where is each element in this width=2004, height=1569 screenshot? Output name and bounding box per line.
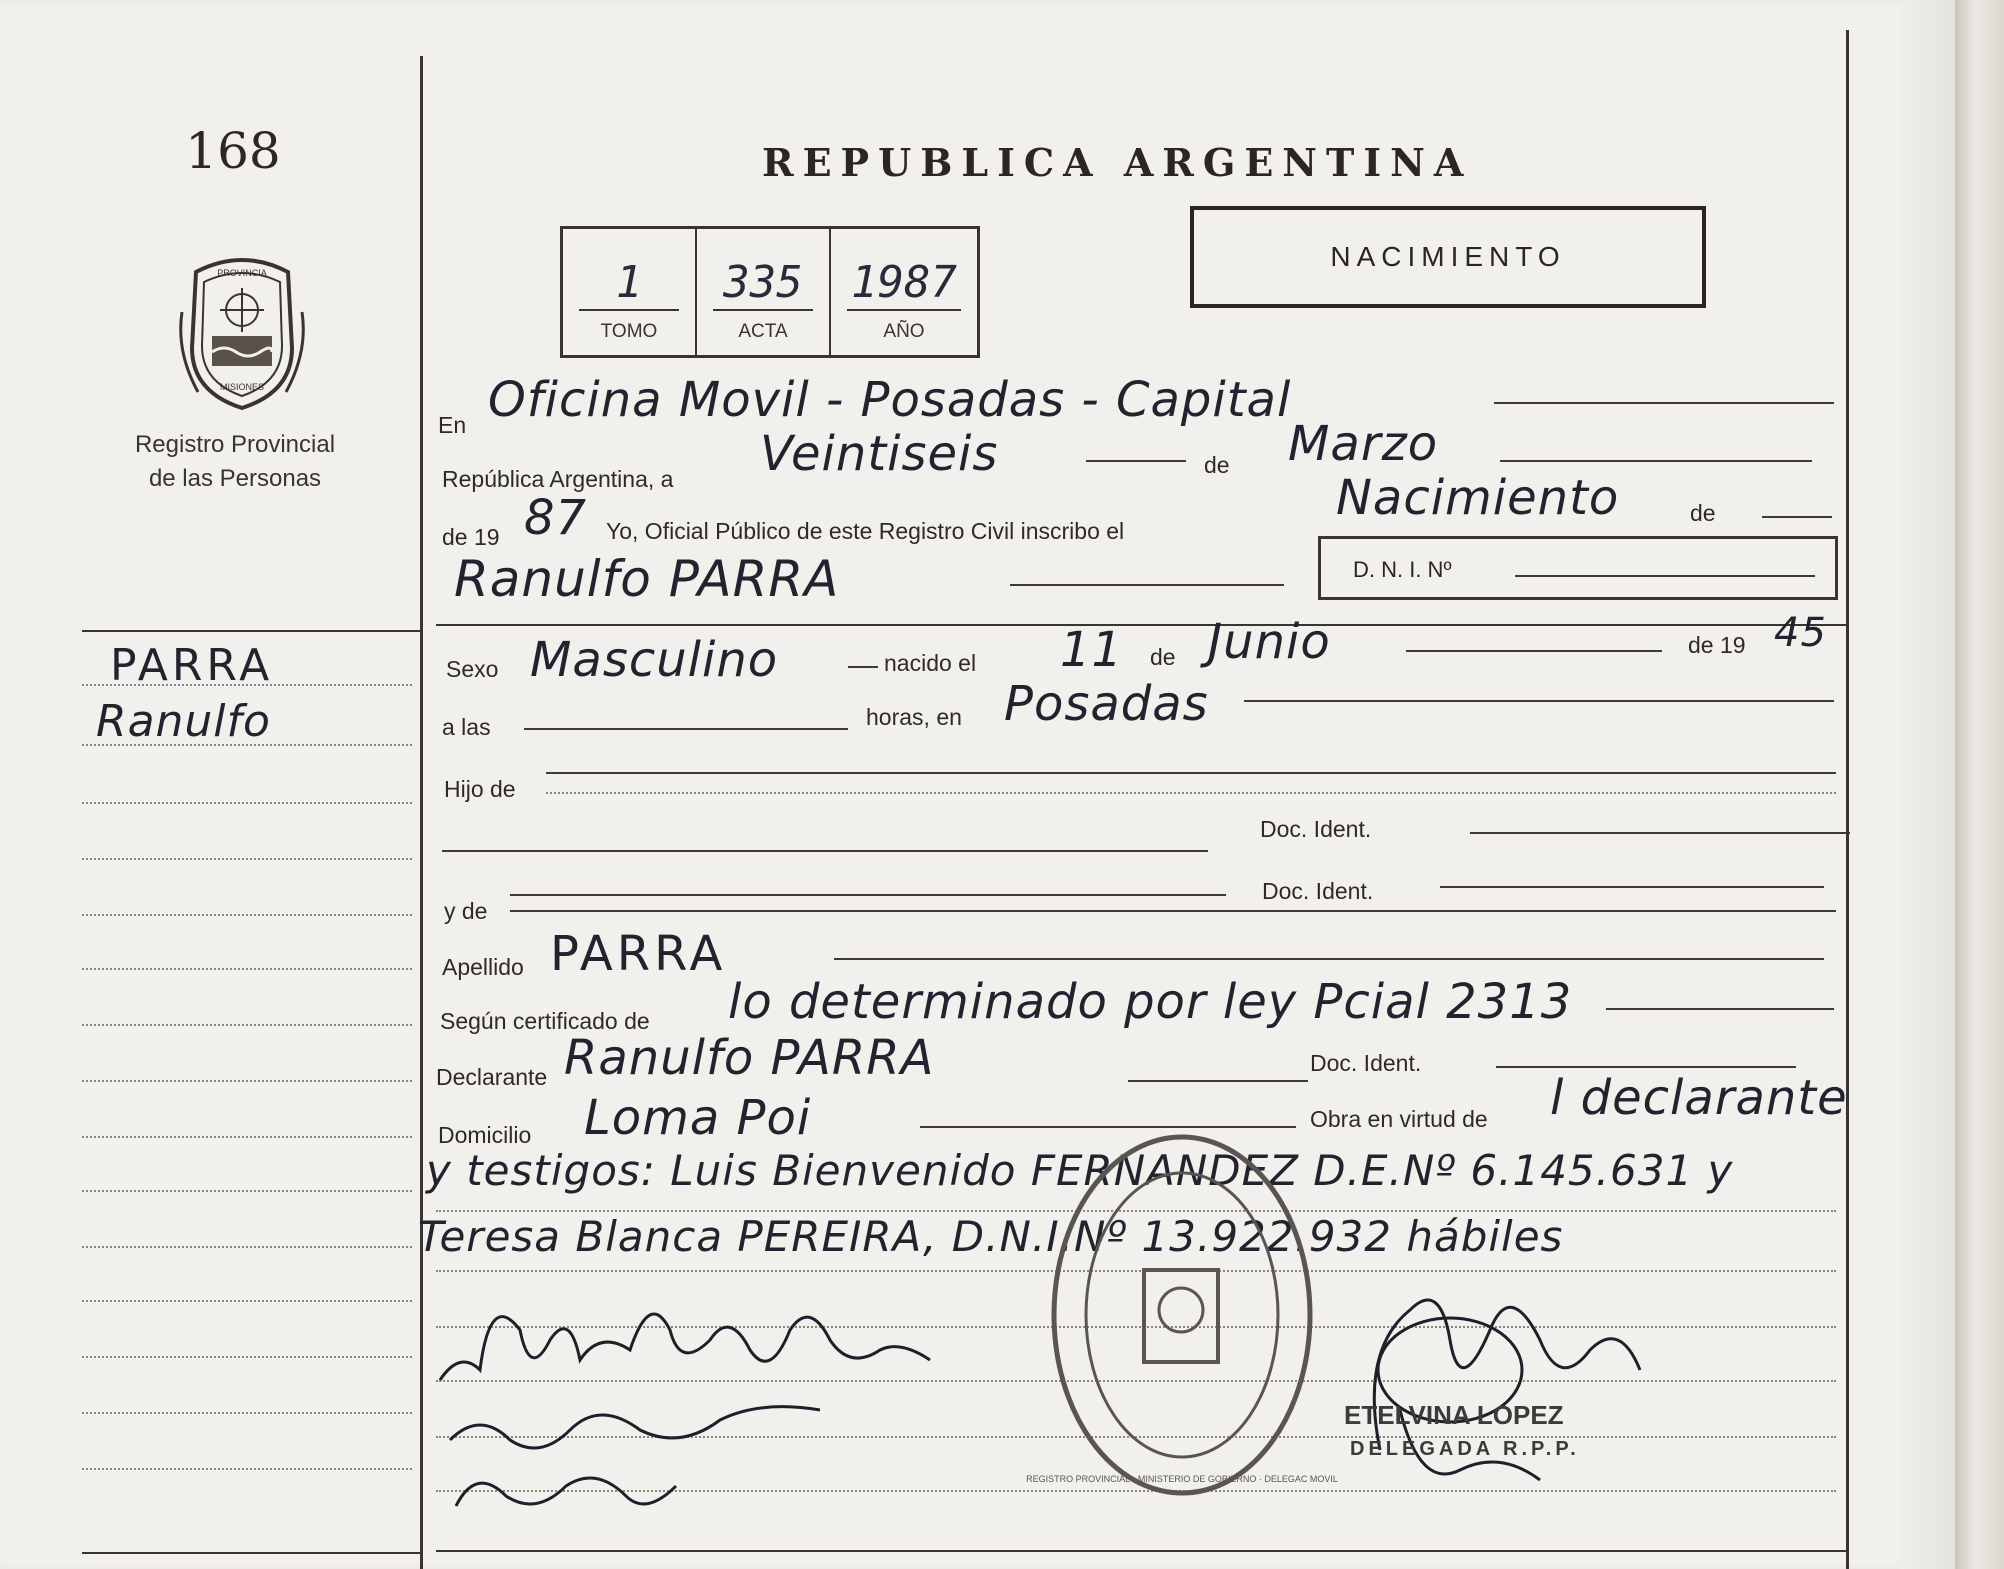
- stub-ruling-4: [82, 858, 412, 860]
- officer-text: Yo, Oficial Público de este Registro Civil inscribo el: [606, 518, 1125, 544]
- stub-divider: [420, 56, 423, 1569]
- hijo-line-2: [442, 850, 1208, 852]
- yde-upper-line: [510, 894, 1226, 896]
- index-given-name: Ranulfo: [96, 696, 271, 747]
- doc-ident-line-2: [1440, 886, 1824, 888]
- hijo-dotted-line: [546, 792, 1836, 794]
- anio-cell: [831, 229, 977, 355]
- day-value: Veintiseis: [760, 426, 999, 482]
- official-name-stamp: ETELVINA LOPEZ: [1344, 1400, 1564, 1430]
- hijo-line: [546, 772, 1836, 774]
- stub-ruling-3: [82, 802, 412, 804]
- tomo-label: TOMO: [600, 321, 658, 342]
- day-line: [1086, 460, 1186, 462]
- anio-underline: [847, 309, 961, 311]
- act-line: [1762, 516, 1832, 518]
- de-label-1: de: [1204, 452, 1230, 478]
- witness-line-2: Teresa Blanca PEREIRA, D.N.I.Nº 13.922.932 hábiles: [418, 1212, 1564, 1261]
- month-line: [1500, 460, 1812, 462]
- stub-ruling-12: [82, 1300, 412, 1302]
- place-value: Oficina Movil - Posadas - Capital: [488, 372, 1292, 428]
- birth-year: 45: [1774, 610, 1827, 656]
- page-edge: [1900, 0, 1955, 1569]
- stub-footer-line: [82, 1552, 420, 1554]
- acta-underline: [713, 309, 813, 311]
- header-separator: [436, 624, 1846, 626]
- record-number-box: [560, 226, 980, 358]
- sexo-label: Sexo: [446, 656, 499, 682]
- alas-label: a las: [442, 714, 491, 740]
- page-title: REPUBLICA ARGENTINA: [762, 140, 1473, 185]
- round-stamp-text: REGISTRO PROVINCIAL · MINISTERIO DE GOBIERNO · DELEGAC MOVIL: [1026, 1474, 1338, 1484]
- de19-label: de 19: [442, 524, 500, 550]
- tomo-cell: [563, 229, 697, 355]
- declarante-line: [1128, 1080, 1308, 1082]
- doc-ident-line-3: [1496, 1066, 1796, 1068]
- alas-line: [524, 728, 848, 730]
- republica-label: República Argentina, a: [442, 466, 674, 492]
- book-gutter: [1955, 0, 2004, 1569]
- anio-value: 1987: [851, 257, 957, 308]
- anio-label: AÑO: [883, 321, 925, 342]
- sexo-line: [848, 666, 878, 668]
- acta-label: ACTA: [738, 321, 788, 342]
- doc-ident-line-1: [1470, 832, 1850, 834]
- stub-separator: [82, 630, 420, 632]
- stub-ruling-6: [82, 968, 412, 970]
- stub-ruling-5: [82, 914, 412, 916]
- domicilio-value: Loma Poi: [584, 1090, 812, 1146]
- birth-month-line: [1406, 650, 1662, 652]
- seal-top-text: PROVINCIA: [217, 268, 267, 278]
- domicilio-line: [920, 1126, 1296, 1128]
- stub-ruling-8: [82, 1080, 412, 1082]
- name-line: [1010, 584, 1284, 586]
- witness-signature-2-icon: [446, 1456, 686, 1526]
- birth-month: Junio: [1208, 614, 1331, 670]
- month-value: Marzo: [1288, 416, 1439, 472]
- declarant-signature-icon: [430, 1270, 970, 1410]
- de-label-3: de: [1150, 644, 1176, 670]
- apellido-line: [834, 958, 1824, 960]
- official-title-stamp: DELEGADA R.P.P.: [1350, 1438, 1580, 1460]
- doc-ident-label-1: Doc. Ident.: [1260, 816, 1372, 842]
- act-value: Nacimiento: [1336, 470, 1620, 526]
- person-name: Ranulfo PARRA: [454, 550, 840, 608]
- acta-cell: [697, 229, 831, 355]
- de19-label-2: de 19: [1688, 632, 1746, 658]
- stub-ruling-9: [82, 1136, 412, 1138]
- obra-label: Obra en virtud de: [1310, 1106, 1488, 1132]
- dni-box: [1318, 536, 1838, 600]
- en-label: En: [438, 412, 467, 438]
- form-right-border: [1846, 30, 1849, 1569]
- birth-place-line: [1244, 700, 1834, 702]
- round-stamp-icon: [1026, 1130, 1338, 1500]
- hijo-label: Hijo de: [444, 776, 516, 802]
- witness-line-1: y testigos: Luis Bienvenido FERNANDEZ D.E.Nº 6.145.631 y: [426, 1146, 1734, 1195]
- doc-ident-label-3: Doc. Ident.: [1310, 1050, 1422, 1076]
- official-signature-icon: [1340, 1250, 1660, 1510]
- stub-ruling-13: [82, 1356, 412, 1358]
- registry-name-line1: Registro Provincial: [134, 431, 336, 458]
- tomo-underline: [579, 309, 679, 311]
- yde-line: [510, 910, 1836, 912]
- horas-label: horas, en: [866, 704, 962, 730]
- birth-day: 11: [1060, 622, 1124, 678]
- apellido-value: PARRA: [550, 926, 727, 982]
- sexo-value: Masculino: [530, 632, 779, 688]
- acta-value: 335: [723, 257, 803, 308]
- index-surname: PARRA: [110, 640, 274, 691]
- de-label-2: de: [1690, 500, 1716, 526]
- registry-name-line2: de las Personas: [148, 465, 322, 492]
- seal-bottom-text: MISIONES: [219, 382, 265, 392]
- yde-label: y de: [444, 898, 488, 924]
- province-seal-icon: [174, 252, 310, 412]
- nacido-label: nacido el: [884, 650, 977, 676]
- stub-ruling-14: [82, 1412, 412, 1414]
- folio-number: 168: [185, 122, 281, 180]
- registry-name: [100, 428, 370, 496]
- year-value: 87: [524, 490, 588, 546]
- segun-value: lo determinado por ley Pcial 2313: [728, 974, 1573, 1030]
- tomo-value: 1: [615, 257, 643, 308]
- segun-line: [1606, 1008, 1834, 1010]
- footer-line: [436, 1550, 1846, 1552]
- domicilio-label: Domicilio: [438, 1122, 532, 1148]
- doc-ident-label-2: Doc. Ident.: [1262, 878, 1374, 904]
- place-line: [1494, 402, 1834, 404]
- apellido-label: Apellido: [442, 954, 524, 980]
- birth-place: Posadas: [1004, 676, 1209, 732]
- stub-ruling-7: [82, 1024, 412, 1026]
- declarante-label: Declarante: [436, 1064, 548, 1090]
- obra-value: l declarante: [1550, 1070, 1848, 1126]
- record-type-box: NACIMIENTO: [1190, 206, 1706, 308]
- stub-ruling-11: [82, 1246, 412, 1248]
- dni-line: [1515, 575, 1815, 577]
- stub-ruling-10: [82, 1190, 412, 1192]
- stub-ruling-15: [82, 1468, 412, 1470]
- declarante-value: Ranulfo PARRA: [564, 1030, 935, 1086]
- segun-label: Según certificado de: [440, 1008, 650, 1034]
- dni-label: D. N. I. Nº: [1353, 557, 1452, 582]
